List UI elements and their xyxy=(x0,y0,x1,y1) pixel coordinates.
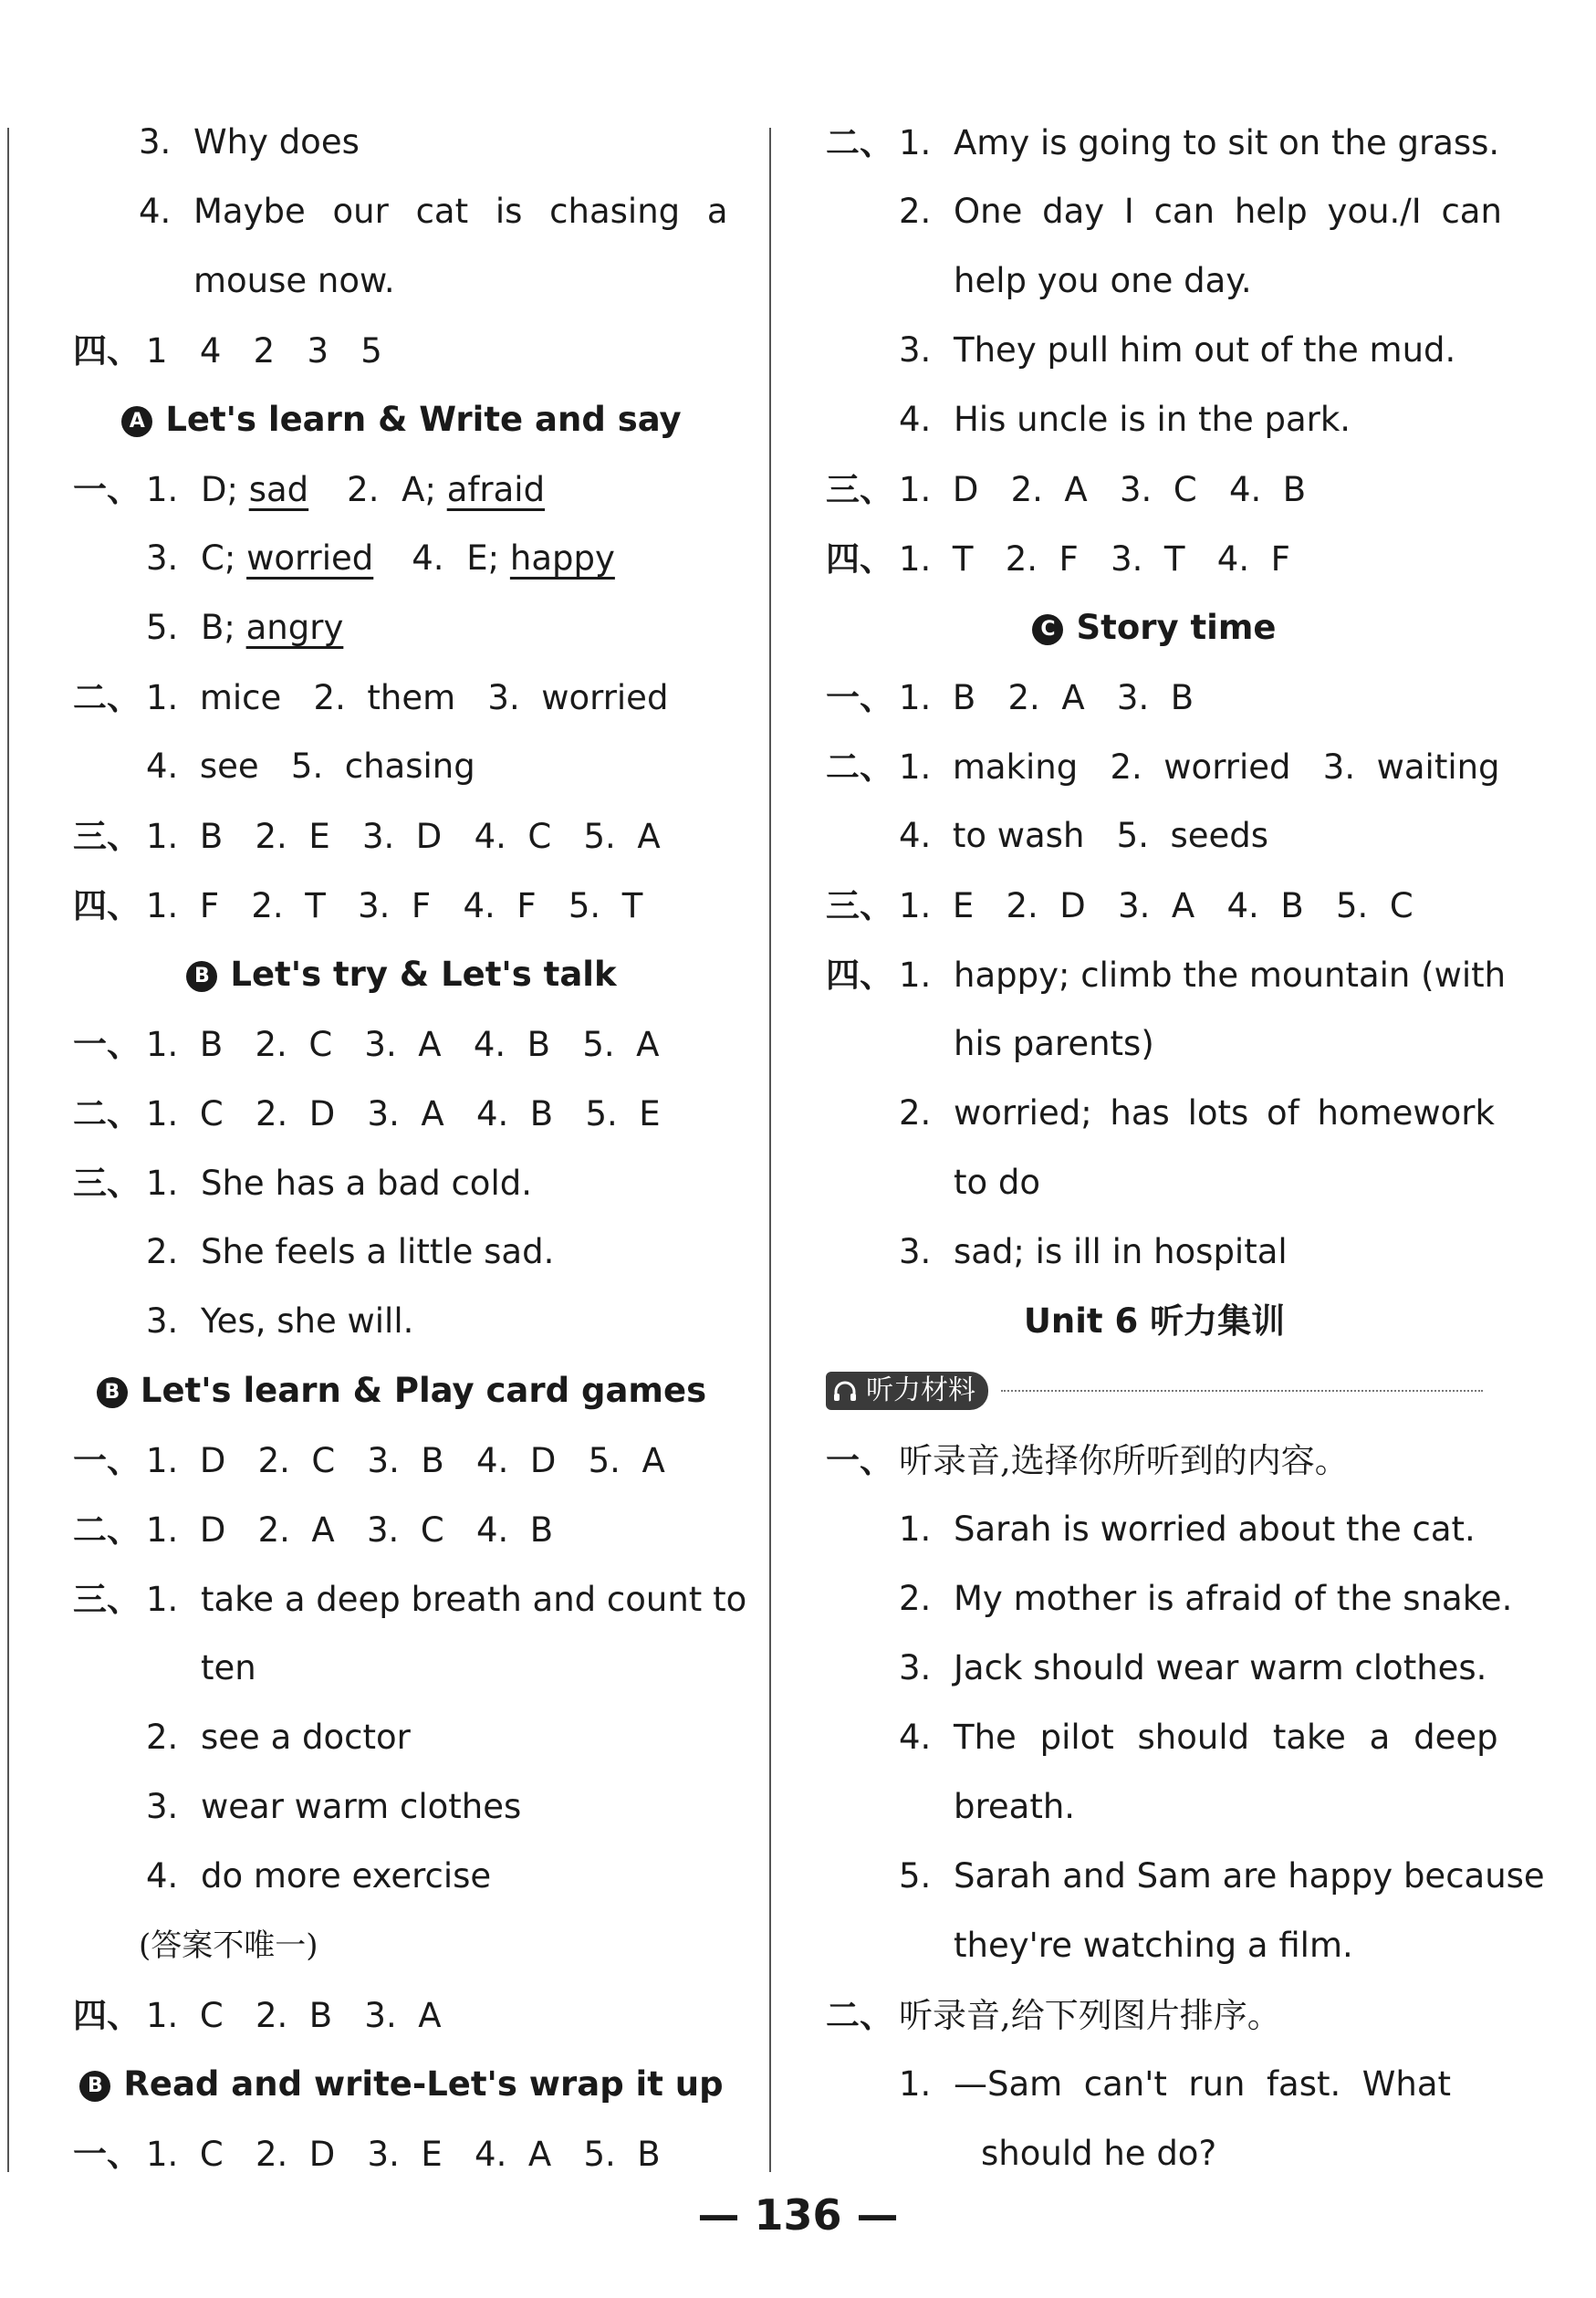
section-heading: B Read and write-Let's wrap it up xyxy=(73,2050,730,2119)
answer-line: 2. One day I can help you./I can xyxy=(899,192,1502,231)
answer-line: 3. Yes, she will. xyxy=(146,1301,414,1341)
transcript-line: should he do? xyxy=(981,2134,1217,2173)
answer-line: 四、 1 4 2 3 5 xyxy=(73,330,382,371)
answer-line: to do xyxy=(954,1163,1041,1202)
answer-line: 4. see 5. chasing xyxy=(146,747,475,786)
answer-line: 3. wear warm clothes xyxy=(146,1787,522,1826)
answer-line: 2. worried; has lots of homework xyxy=(899,1093,1495,1133)
column-divider xyxy=(769,128,771,2172)
answer-line: 4. His uncle is in the park. xyxy=(899,400,1351,439)
transcript-line: 4. The pilot should take a deep xyxy=(899,1718,1498,1757)
answer-line: ten xyxy=(201,1648,256,1687)
answer-line: 4. to wash 5. seeds xyxy=(899,816,1269,855)
transcript-line: 2. My mother is afraid of the snake. xyxy=(899,1579,1513,1618)
answer-line: 3. sad; is ill in hospital xyxy=(899,1232,1288,1271)
section-heading: A Let's learn & Write and say xyxy=(73,385,730,454)
answer-line: 4. Maybe our cat is chasing a xyxy=(139,192,728,231)
section-heading: B Let's try & Let's talk xyxy=(73,940,730,1009)
section-badge-icon: C xyxy=(1032,614,1063,645)
dotted-separator xyxy=(1001,1390,1483,1392)
answer-line: 四、 1. F 2. T 3. F 4. F 5. T xyxy=(73,885,643,925)
answer-line: 四、 1. T 2. F 3. T 4. F xyxy=(826,538,1290,579)
answer-line: 二、 1. making 2. worried 3. waiting xyxy=(826,747,1500,787)
answer-line: 二、 1. C 2. D 3. A 4. B 5. E xyxy=(73,1093,661,1133)
answer-line: 三、 1. She has a bad cold. xyxy=(73,1163,532,1203)
section-badge-icon: B xyxy=(186,961,217,992)
headphones-icon xyxy=(833,1381,857,1401)
section-badge-icon: B xyxy=(97,1377,128,1408)
answer-line: 三、 1. E 2. D 3. A 4. B 5. C xyxy=(826,885,1413,925)
answer-line: 一、 1. C 2. D 3. E 4. A 5. B xyxy=(73,2134,661,2174)
answer-note: (答案不唯一) xyxy=(139,1927,318,1964)
answer-line: 3. They pull him out of the mud. xyxy=(899,330,1456,370)
answer-line: 4. do more exercise xyxy=(146,1856,492,1896)
answer-line: 四、 1. C 2. B 3. A xyxy=(73,1995,442,2035)
section-heading: B Let's learn & Play card games xyxy=(73,1356,730,1426)
section-badge-icon: B xyxy=(79,2071,110,2102)
answer-line: 5. B; angry xyxy=(146,608,344,647)
answer-line: 一、 1. B 2. C 3. A 4. B 5. A xyxy=(73,1024,660,1064)
answer-line: 2. She feels a little sad. xyxy=(146,1232,555,1271)
answer-line: 3. C; worried 4. E; happy xyxy=(146,538,615,578)
answer-line: 二、 1. D 2. A 3. C 4. B xyxy=(73,1509,554,1550)
listening-material-header xyxy=(826,1356,1483,1426)
answer-line: 三、 1. D 2. A 3. C 4. B xyxy=(826,469,1307,509)
section-badge-icon: A xyxy=(121,406,152,437)
transcript-line: 1. Sarah is worried about the cat. xyxy=(899,1509,1476,1549)
answer-line: mouse now. xyxy=(193,261,395,300)
answer-line: 三、 1. B 2. E 3. D 4. C 5. A xyxy=(73,816,661,856)
transcript-line: breath. xyxy=(954,1787,1076,1826)
answer-line: 二、 1. Amy is going to sit on the grass. xyxy=(826,122,1500,162)
transcript-line: 3. Jack should wear warm clothes. xyxy=(899,1648,1487,1687)
answer-line: 一、 1. D; sad 2. A; afraid xyxy=(73,469,546,509)
question-prompt: 一、 听录音,选择你所听到的内容。 xyxy=(826,1440,1349,1480)
left-column xyxy=(73,108,747,2188)
answer-line: 二、 1. mice 2. them 3. worried xyxy=(73,677,669,717)
answer-line: 一、 1. B 2. A 3. B xyxy=(826,677,1194,717)
left-margin-rule xyxy=(7,128,9,2172)
right-column xyxy=(826,108,1545,2188)
answer-line: 一、 1. D 2. C 3. B 4. D 5. A xyxy=(73,1440,665,1480)
transcript-line: 1. —Sam can't run fast. What xyxy=(899,2064,1452,2104)
answer-line: help you one day. xyxy=(954,261,1252,300)
transcript-line: they're watching a film. xyxy=(954,1926,1353,1965)
listening-material-tag: 听力材料 xyxy=(826,1372,988,1410)
answer-line: 三、 1. take a deep breath and count to xyxy=(73,1579,747,1619)
question-prompt: 二、 听录音,给下列图片排序。 xyxy=(826,1995,1281,2035)
page-number: — 136 — xyxy=(697,2190,899,2240)
answer-line: his parents) xyxy=(954,1024,1154,1063)
answer-line: 2. see a doctor xyxy=(146,1718,411,1757)
section-heading: C Story time xyxy=(826,593,1483,663)
transcript-line: 5. Sarah and Sam are happy because xyxy=(899,1856,1545,1896)
unit-title: Unit 6 听力集训 xyxy=(1023,1301,1286,1341)
answer-line: 3. Why does xyxy=(139,122,360,162)
answer-line: 四、 1. happy; climb the mountain (with xyxy=(826,955,1507,995)
